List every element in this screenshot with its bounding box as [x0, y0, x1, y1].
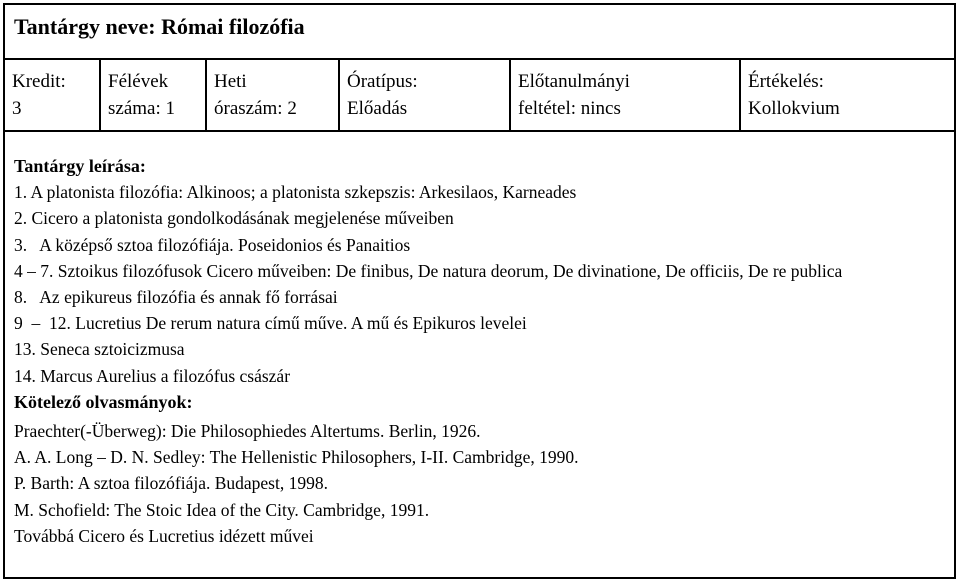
meta-credit [5, 60, 101, 130]
meta-prerequisite [511, 60, 741, 130]
course-sheet [3, 3, 956, 579]
topic-item: 13. Seneca sztoicizmusa [14, 339, 185, 360]
topic-item: 4 – 7. Sztoikus filozófusok Cicero műveiben: De finibus, De natura deorum, De divinatione, De officiis, De re publica [14, 260, 843, 281]
meta-prerequisite-value: feltétel: nincs [518, 98, 621, 119]
course-title: Tantárgy neve: Római filozófia [5, 5, 954, 60]
topic-item: 1. A platonista filozófia: Alkinoos; a platonista szkepszis: Arkesilaos, Karneades [14, 182, 577, 203]
meta-credit-value: 3 [12, 98, 22, 119]
meta-class-type-label: Óratípus: [347, 71, 418, 92]
meta-assessment [741, 60, 954, 130]
meta-weekly-hours-label: Heti [214, 71, 247, 92]
topic-item: 3. A középső sztoa filozófiája. Poseidonios és Panaitios [14, 234, 411, 255]
reading-item: Praechter(-Überweg): Die Philosophiedes Altertums. Berlin, 1926. [14, 421, 481, 442]
meta-weekly-hours-value: óraszám: 2 [214, 98, 297, 119]
readings-heading: Kötelező olvasmányok: [14, 391, 193, 412]
description-heading: Tantárgy leírása: [14, 156, 146, 176]
reading-item: Továbbá Cicero és Lucretius idézett művei [14, 525, 314, 546]
meta-assessment-value: Kollokvium [748, 98, 840, 119]
meta-class-type-value: Előadás [347, 98, 408, 119]
meta-semesters-label: Félévek [108, 71, 169, 92]
meta-assessment-label: Értékelés: [748, 71, 824, 92]
meta-semesters [101, 60, 207, 130]
meta-weekly-hours [207, 60, 340, 130]
reading-item: P. Barth: A sztoa filozófiája. Budapest, 1998. [14, 473, 328, 494]
meta-prerequisite-label: Előtanulmányi [518, 71, 630, 92]
topic-item: 2. Cicero a platonista gondolkodásának megjelenése műveiben [14, 208, 454, 229]
topic-item: 8. Az epikureus filozófia és annak fő forrásai [14, 287, 338, 308]
topic-item: 14. Marcus Aurelius a filozófus császár [14, 365, 291, 386]
topic-item: 9 – 12. Lucretius De rerum natura című műve. A mű és Epikuros levelei [14, 313, 527, 334]
meta-semesters-value: száma: 1 [108, 98, 176, 119]
reading-item: A. A. Long – D. N. Sedley: The Hellenistic Philosophers, I-II. Cambridge, 1990. [14, 447, 579, 468]
course-meta-row [5, 60, 954, 132]
meta-class-type [340, 60, 511, 130]
reading-item: M. Schofield: The Stoic Idea of the City. Cambridge, 1991. [14, 499, 430, 520]
meta-credit-label: Kredit: [12, 71, 66, 92]
course-content [5, 132, 954, 549]
